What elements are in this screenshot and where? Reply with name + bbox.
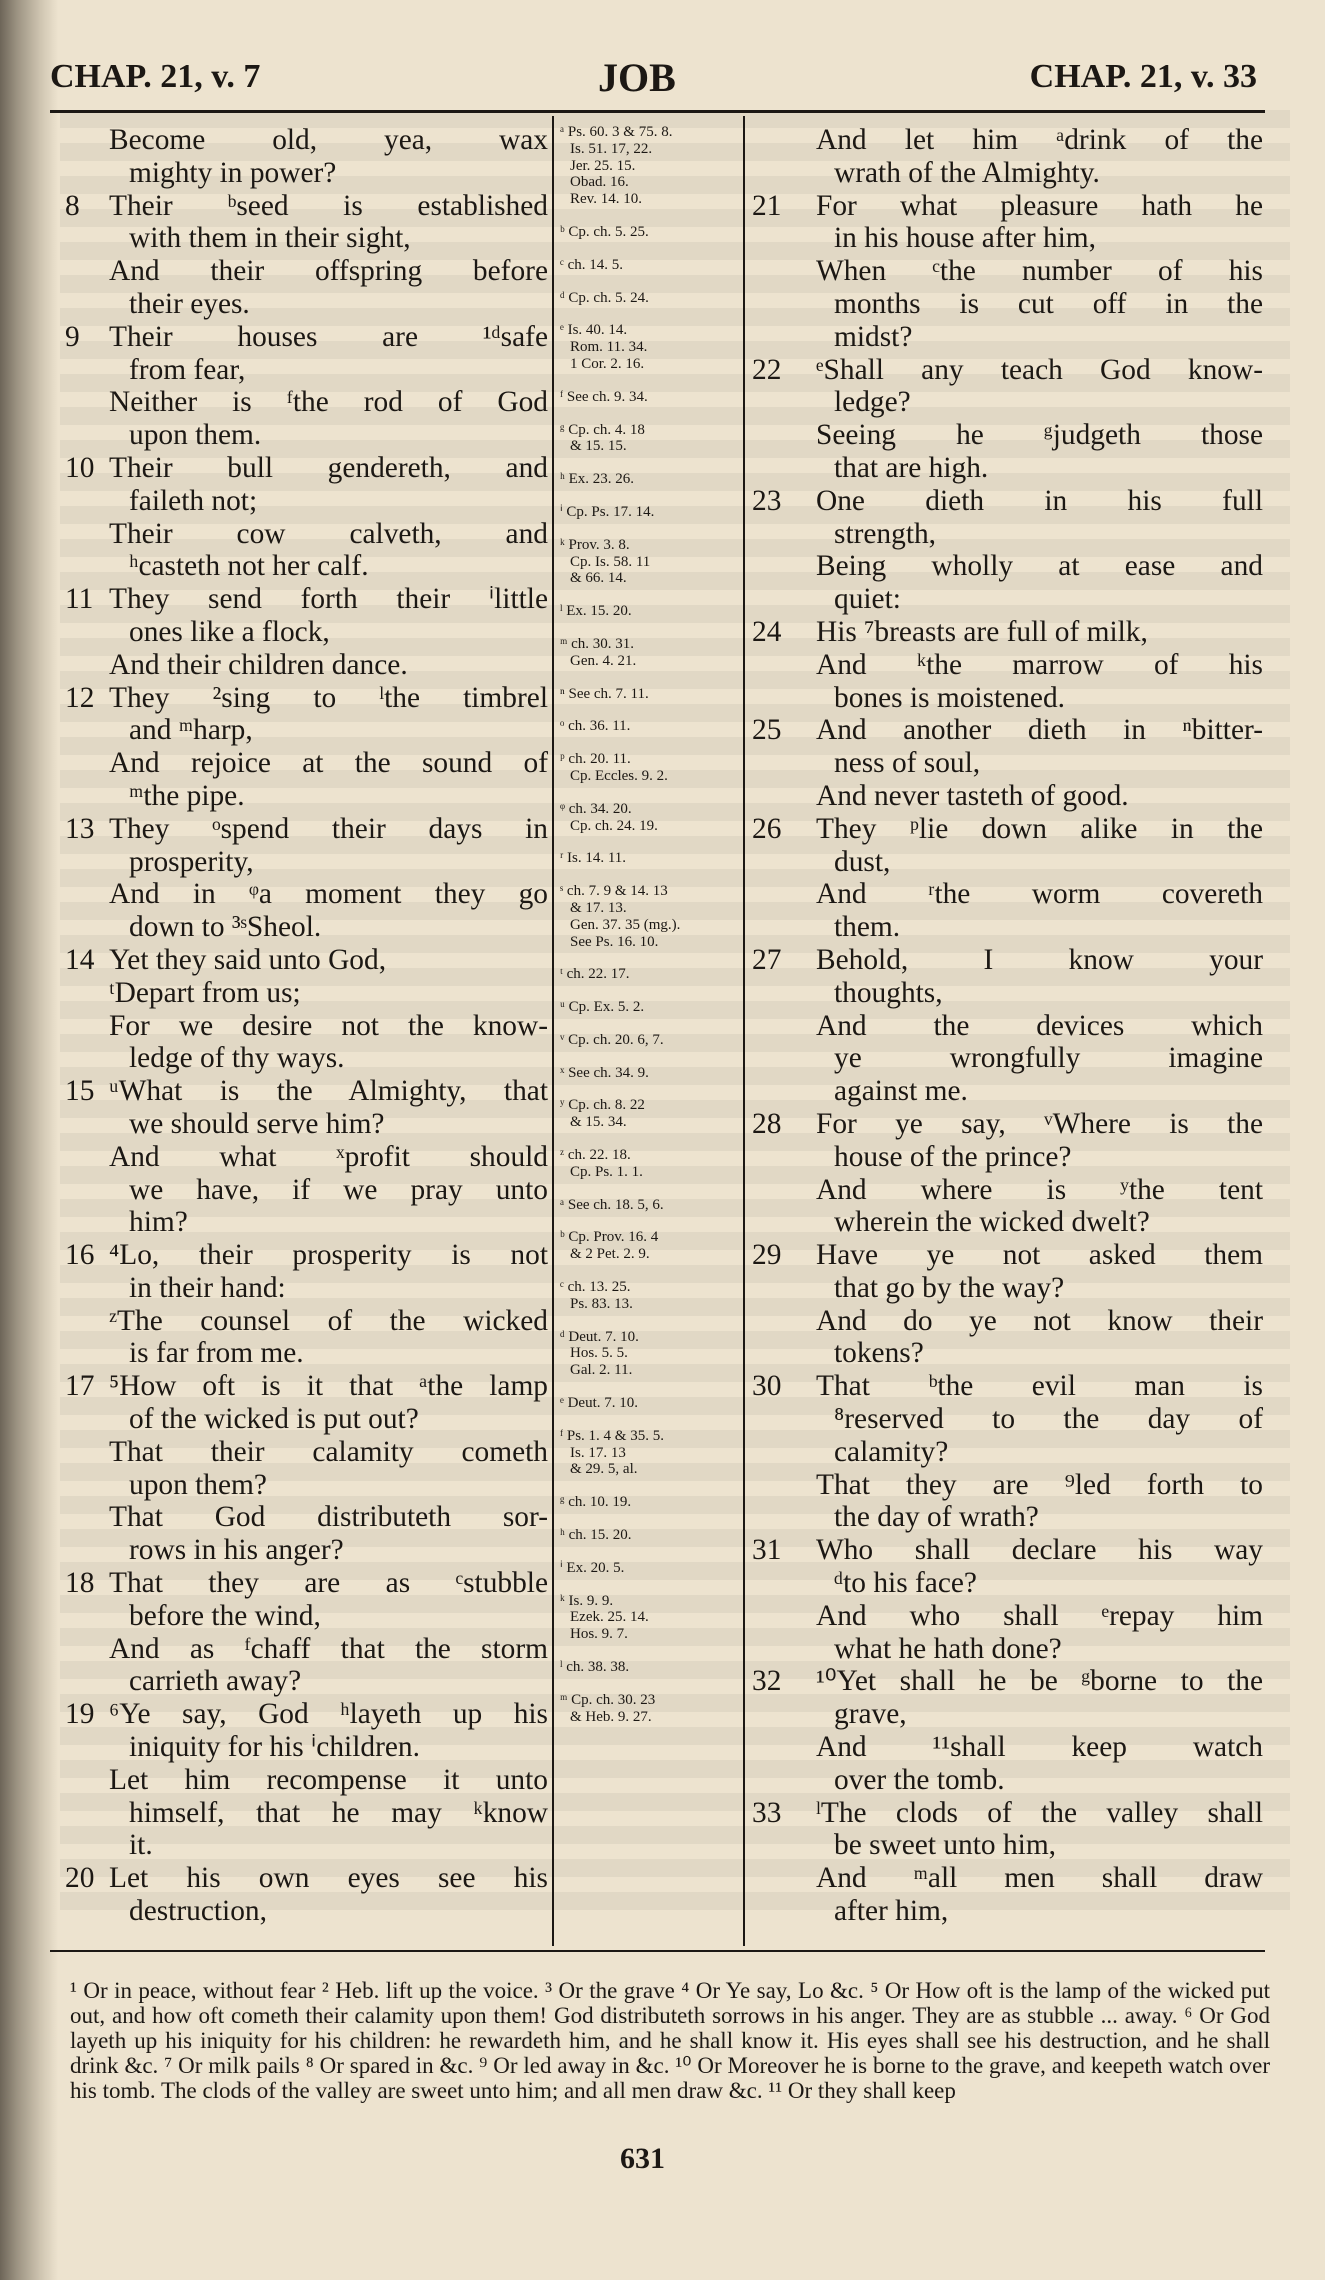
verse-line: And what ˣprofit should [109,1140,548,1173]
cross-reference-line: ⁿ See ch. 7. 11. [560,685,649,702]
verse-number: 27 [752,943,782,976]
cross-reference-line: Gen. 37. 35 (mg.). [570,916,681,933]
verse-line: what he hath done? [834,1632,1062,1665]
verse [55,452,548,583]
cross-reference [560,1395,740,1412]
verse [748,190,1263,354]
verse-line: One dieth in his full [816,484,1263,517]
verse-line: ᵘWhat is the Almighty, that [109,1075,548,1108]
verse [748,354,1263,485]
cross-reference [560,1593,740,1643]
verse [55,1698,548,1862]
verse-number: 16 [65,1239,95,1272]
cross-reference-line: ᵐ ch. 30. 31. [560,635,634,652]
verse-line: Their cow calveth, and [109,517,548,550]
verse-line: And never tasteth of good. [816,779,1129,812]
cross-reference-line: ᵉ Deut. 7. 10. [560,1395,639,1412]
verse-number: 11 [65,583,94,616]
verse-number: 9 [65,320,80,353]
verse-line: tokens? [834,1337,924,1370]
verse-line: Being wholly at ease and [816,550,1263,583]
verse-line: Neither is ᶠthe rod of God [109,386,548,419]
verse-line: quiet: [834,583,901,616]
verse-line: ye wrongfully imagine [834,1042,1263,1075]
verse-line: That God distributeth sor- [109,1501,548,1534]
left-text-column [55,124,548,1928]
verse [55,321,548,452]
cross-reference [560,850,740,867]
verse-line: grave, [834,1698,907,1731]
cross-reference [560,504,740,521]
cross-reference-line: ᵈ Deut. 7. 10. [560,1328,639,1345]
verse-line: upon them. [129,419,262,452]
cross-reference-line: & Heb. 9. 27. [570,1708,652,1725]
verse-number: 21 [752,189,782,222]
verse-line: ⁸reserved to the day of [834,1403,1263,1436]
verse-line: prosperity, [129,845,254,878]
verse-number: 25 [752,714,782,747]
verse-line: of the wicked is put out? [129,1403,419,1436]
verse [55,1239,548,1370]
cross-reference [560,257,740,274]
verse [748,124,1263,190]
cross-reference [560,224,740,241]
verse-line: ones like a flock, [129,615,330,648]
cross-reference [560,1065,740,1082]
verse [748,1665,1263,1796]
binding-gutter [0,0,58,2280]
verse-line: faileth not; [129,484,258,517]
verse-line: ¹⁰Yet shall he be ᵍborne to the [816,1665,1263,1698]
cross-reference [560,1692,740,1726]
verse-line: house of the prince? [834,1140,1072,1173]
verse-line: And who shall ᵉrepay him [816,1599,1263,1632]
cross-reference-line: Obad. 16. [570,174,629,191]
cross-reference [560,322,740,372]
verse-line: iniquity for his ⁱchildren. [129,1731,420,1764]
verse-line: ⁴Lo, their prosperity is not [109,1239,548,1272]
cross-reference [560,686,740,703]
verse [55,1567,548,1698]
verse-number: 23 [752,484,782,517]
verse-line: down to ³ˢSheol. [129,911,322,944]
cross-reference [560,1032,740,1049]
cross-reference-line: ʰ ch. 15. 20. [560,1527,632,1544]
cross-reference-line: ʸ Cp. ch. 8. 22 [560,1097,645,1114]
verse-line: from fear, [129,353,246,386]
verse [55,813,548,944]
verse-line: calamity? [834,1435,949,1468]
cross-reference-line: ˡ Ex. 15. 20. [560,603,632,620]
page-number: 631 [620,2142,665,2175]
cross-reference [560,1279,740,1313]
verse [55,682,548,813]
cross-reference-line: ˣ See ch. 34. 9. [560,1064,649,1081]
verse-line: ᵐthe pipe. [129,779,245,812]
verse-line: That their calamity cometh [109,1435,548,1468]
verse [55,1075,548,1239]
verse-line: Become old, yea, wax [109,124,548,156]
verse-line: ᶻThe counsel of the wicked [109,1304,548,1337]
verse [748,714,1263,812]
cross-reference-line: ᵐ Cp. ch. 30. 23 [560,1691,656,1708]
cross-reference-line: ʳ Is. 14. 11. [560,850,627,867]
verse-line: And ¹¹shall keep watch [816,1731,1263,1764]
cross-reference-line: Cp. Eccles. 9. 2. [570,767,668,784]
cross-reference-line: ᵃ See ch. 18. 5, 6. [560,1196,664,1213]
verse-line: the day of wrath? [834,1501,1039,1534]
verse [55,190,548,321]
verse-line: And their offspring before [109,255,548,288]
verse-line: with them in their sight, [129,222,411,255]
cross-reference-line: Ps. 83. 13. [570,1295,633,1312]
verse-line: Who shall declare his way [816,1534,1263,1567]
verse-line: destruction, [129,1895,267,1928]
verse-line: For we desire not the know- [109,1009,548,1042]
verse-number: 8 [65,189,80,222]
verse-line: Their bull gendereth, and [109,451,548,484]
verse-line: wherein the wicked dwelt? [834,1206,1150,1239]
verse-number: 24 [752,615,782,648]
cross-reference-line: & 66. 14. [570,570,627,587]
verse-line: ʰcasteth not her calf. [129,550,369,583]
verse-line: And in ᵠa moment they go [109,878,548,911]
verse-line: over the tomb. [834,1763,1005,1796]
verse-line: And their children dance. [109,648,408,681]
cross-reference-line: & 15. 15. [570,438,627,455]
verse-line: And ᵐall men shall draw [816,1862,1263,1895]
cross-reference-line: Jer. 25. 15. [570,157,636,174]
cross-reference-line: Is. 17. 13 [570,1444,626,1461]
cross-reference-line: ʰ Ex. 23. 26. [560,471,634,488]
cross-reference [560,1494,740,1511]
cross-reference [560,603,740,620]
cross-reference [560,1229,740,1263]
header-book-title: JOB [598,55,676,100]
verse-line: ledge of thy ways. [129,1042,345,1075]
verse-line: Behold, I know your [816,943,1263,976]
verse-line: That ᵇthe evil man is [816,1370,1263,1403]
cross-reference-line: ᵒ ch. 36. 11. [560,718,631,735]
verse-line: strength, [834,517,937,550]
verse [748,616,1263,714]
cross-reference [560,1659,740,1676]
cross-reference [560,471,740,488]
verse-line: rows in his anger? [129,1534,344,1567]
verse-line: That they are ⁹led forth to [816,1468,1263,1501]
verse-line: And as ᶠchaff that the storm [109,1632,548,1665]
verse-line: dust, [834,845,891,878]
cross-reference-line: ⁱ Ex. 20. 5. [560,1559,625,1576]
verse-line: Seeing he ᵍjudgeth those [816,419,1263,452]
verse-line: ness of soul, [834,747,981,780]
verse-line: ᵗDepart from us; [109,976,301,1009]
cross-reference-line: See Ps. 16. 10. [570,933,659,950]
verse-number: 26 [752,812,782,845]
verse-line: And ᵏthe marrow of his [816,648,1263,681]
verse-line: ⁶Ye say, God ʰlayeth up his [109,1698,548,1731]
verse-line: For what pleasure hath he [816,189,1263,222]
cross-reference-line: ᵉ Is. 40. 14. [560,322,628,339]
verse-line: When ᶜthe number of his [816,255,1263,288]
cross-reference-line: ᶠ Ps. 1. 4 & 35. 5. [560,1427,664,1444]
cross-reference-line: ᵍ Cp. ch. 4. 18 [560,421,645,438]
cross-reference [560,389,740,406]
verse-line: mighty in power? [129,156,337,189]
verse [748,1239,1263,1370]
verse-line: Let him recompense it unto [109,1763,548,1796]
cross-reference-line: & 17. 13. [570,899,627,916]
cross-reference-line: ᵇ Cp. Prov. 16. 4 [560,1229,659,1246]
verse [748,1797,1263,1928]
cross-reference-line: ᵏ Prov. 3. 8. [560,536,630,553]
cross-reference-line: ᶠ See ch. 9. 34. [560,388,648,405]
verse-line: after him, [834,1895,949,1928]
verse-number: 33 [752,1796,782,1829]
cross-reference [560,718,740,735]
verse-line: ledge? [834,386,911,419]
verse-line: against me. [834,1075,968,1108]
right-text-column [748,124,1263,1928]
verse [748,485,1263,616]
verse-line: that go by the way? [834,1271,1065,1304]
cross-reference-line: ᵏ Is. 9. 9. [560,1592,614,1609]
verse-line: months is cut off in the [834,287,1263,320]
verse-line: upon them? [129,1468,267,1501]
cross-reference-line: ᵖ ch. 20. 11. [560,751,631,768]
footnotes: ¹ Or in peace, without fear ² Heb. lift up the voice. ³ Or the grave ⁴ Or Ye say, Lo &c. ⁵ Or How oft is the lamp of the wicked put out, and how oft cometh their calamity upon them! God distributeth sorrows in his anger. They are as stubble ... away. ⁶ Or God layeth up his iniquity for his children: he rewardeth him, and he shall know it. His eyes shall see his destruction, and he shall drink &c. ⁷ Or milk pails ⁸ Or spared in &c. ⁹ Or led away in &c. ¹⁰ Or Moreover he is borne to the grave, and keepeth watch over his tomb. The clods of the valley are sweet unto him; and all men draw &c. ¹¹ Or they shall keep [70,1978,1270,2103]
cross-reference [560,966,740,983]
cross-reference-line: & 29. 5, al. [570,1461,638,1478]
verse-line: They send forth their ⁱlittle [109,583,548,616]
verse-line: bones is moistened. [834,681,1066,714]
cross-reference-line: 1 Cor. 2. 16. [570,355,645,372]
verse-line: ⁵How oft is it that ᵃthe lamp [109,1370,548,1403]
verse-number: 15 [65,1075,95,1108]
cross-reference-line: ᵍ ch. 10. 19. [560,1494,632,1511]
cross-reference-line: & 2 Pet. 2. 9. [570,1246,650,1263]
verse-line: we should serve him? [129,1107,385,1140]
cross-reference-line: Hos. 9. 7. [570,1626,628,1643]
header-left: CHAP. 21, v. 7 [50,58,261,95]
cross-reference [560,801,740,835]
verse-line: we have, if we pray unto [129,1173,548,1206]
cross-reference-line: Cp. Ps. 1. 1. [570,1163,643,1180]
verse-line: Have ye not asked them [816,1239,1263,1272]
verse-line: And rejoice at the sound of [109,747,548,780]
verse [55,583,548,681]
verse-number: 12 [65,681,95,714]
cross-reference-line: ᵃ Ps. 60. 3 & 75. 8. [560,124,673,140]
cross-reference-line: ᵇ Cp. ch. 5. 25. [560,223,649,240]
cross-reference [560,1197,740,1214]
verse [55,944,548,1075]
verse-number: 13 [65,812,95,845]
cross-reference-line: & 15. 34. [570,1114,627,1131]
cross-reference-line: ˢ ch. 7. 9 & 14. 13 [560,883,668,900]
verse-number: 30 [752,1370,782,1403]
verse-line: before the wind, [129,1599,321,1632]
verse-line: They ²sing to ˡthe timbrel [109,681,548,714]
cross-reference-line: Ezek. 25. 14. [570,1609,649,1626]
cross-reference [560,636,740,670]
verse-line: Let his own eyes see his [109,1862,548,1895]
cross-reference-line: Gal. 2. 11. [570,1362,633,1379]
cross-reference-line: Rom. 11. 34. [570,339,648,356]
verse-line: ˡThe clods of the valley shall [816,1796,1263,1829]
verse-line: And ʳthe worm covereth [816,878,1263,911]
cross-reference [560,1560,740,1577]
verse-line: And where is ʸthe tent [816,1173,1263,1206]
cross-reference-line: ᶜ ch. 14. 5. [560,256,623,273]
cross-reference-line: Cp. Is. 58. 11 [570,553,651,570]
verse-line: thoughts, [834,976,943,1009]
header-rule [50,110,1265,113]
verse-line: midst? [834,320,913,353]
verse-line: They ᵖlie down alike in the [816,812,1263,845]
verse [55,1370,548,1567]
cross-reference [560,1428,740,1478]
verse-line: wrath of the Almighty. [834,156,1100,189]
verse-number: 14 [65,943,95,976]
cross-reference [560,999,740,1016]
verse [55,124,548,190]
cross-reference [560,1527,740,1544]
verse-number: 22 [752,353,782,386]
verse-line: They ᵒspend their days in [109,812,548,845]
verse-number: 19 [65,1698,95,1731]
verse-line: them. [834,911,901,944]
cross-reference-line: ᵠ ch. 34. 20. [560,800,632,817]
cross-reference-line: Rev. 14. 10. [570,191,642,208]
verse-number: 18 [65,1567,95,1600]
cross-reference-line: Is. 51. 17, 22. [570,140,653,157]
verse-number: 28 [752,1107,782,1140]
verse-line: him? [129,1206,188,1239]
cross-reference-line: ᶻ ch. 22. 18. [560,1147,631,1164]
cross-reference [560,751,740,785]
verse-line: And the devices which [816,1009,1263,1042]
verse-line: in his house after him, [834,222,1097,255]
cross-reference [560,537,740,587]
verse-line: Yet they said unto God, [109,943,387,976]
cross-reference-line: Cp. ch. 24. 19. [570,817,658,834]
verse-line: ᵉShall any teach God know- [816,353,1263,386]
verse [55,1862,548,1928]
verse-line: And do ye not know their [816,1304,1263,1337]
verse-number: 31 [752,1534,782,1567]
verse-line: Their houses are ¹ᵈsafe [109,320,548,353]
cross-reference-line: ᵘ Cp. Ex. 5. 2. [560,999,645,1016]
cross-reference-line: ⁱ Cp. Ps. 17. 14. [560,503,655,520]
cross-reference-line: ˡ ch. 38. 38. [560,1659,630,1676]
verse-line: ᵈto his face? [834,1567,977,1600]
cross-reference-line: Gen. 4. 21. [570,652,637,669]
verse-line: is far from me. [129,1337,304,1370]
verse-line: himself, that he may ᵏknow [129,1796,548,1829]
verse [748,1534,1263,1665]
column-rule-right [743,116,745,1946]
verse-line: That they are as ᶜstubble [109,1567,548,1600]
verse-number: 32 [752,1665,782,1698]
verse [748,813,1263,944]
footnote-rule [50,1950,1265,1952]
verse [748,944,1263,1108]
verse-line: And another dieth in ⁿbitter- [816,714,1263,747]
verse-line: in their hand: [129,1271,286,1304]
verse-line: carrieth away? [129,1665,302,1698]
cross-reference [560,290,740,307]
cross-reference [560,883,740,950]
verse [748,1108,1263,1239]
verse-line: that are high. [834,451,989,484]
cross-reference [560,422,740,456]
cross-reference-column [560,124,740,1741]
column-rule-left [552,116,554,1946]
verse-line: and ᵐharp, [129,714,253,747]
header-right: CHAP. 21, v. 33 [1029,58,1257,95]
cross-reference-line: ᵛ Cp. ch. 20. 6, 7. [560,1031,664,1048]
cross-reference-line: ᵗ ch. 22. 17. [560,966,630,983]
verse-line: Their ᵇseed is established [109,189,548,222]
cross-reference-line: ᶜ ch. 13. 25. [560,1279,631,1296]
verse-line: His ⁷breasts are full of milk, [816,615,1148,648]
verse-number: 17 [65,1370,95,1403]
verse-line: And let him ᵃdrink of the [816,124,1263,156]
cross-reference-line: ᵈ Cp. ch. 5. 24. [560,289,649,306]
verse-number: 10 [65,451,95,484]
verse-number: 29 [752,1239,782,1272]
verse-line: it. [129,1829,153,1862]
cross-reference [560,124,740,208]
verse [748,1370,1263,1534]
verse-line: be sweet unto him, [834,1829,1057,1862]
cross-reference [560,1147,740,1181]
cross-reference [560,1329,740,1379]
cross-reference [560,1097,740,1131]
verse-line: their eyes. [129,287,250,320]
verse-number: 20 [65,1862,95,1895]
verse-line: For ye say, ᵛWhere is the [816,1107,1263,1140]
cross-reference-line: Hos. 5. 5. [570,1345,628,1362]
